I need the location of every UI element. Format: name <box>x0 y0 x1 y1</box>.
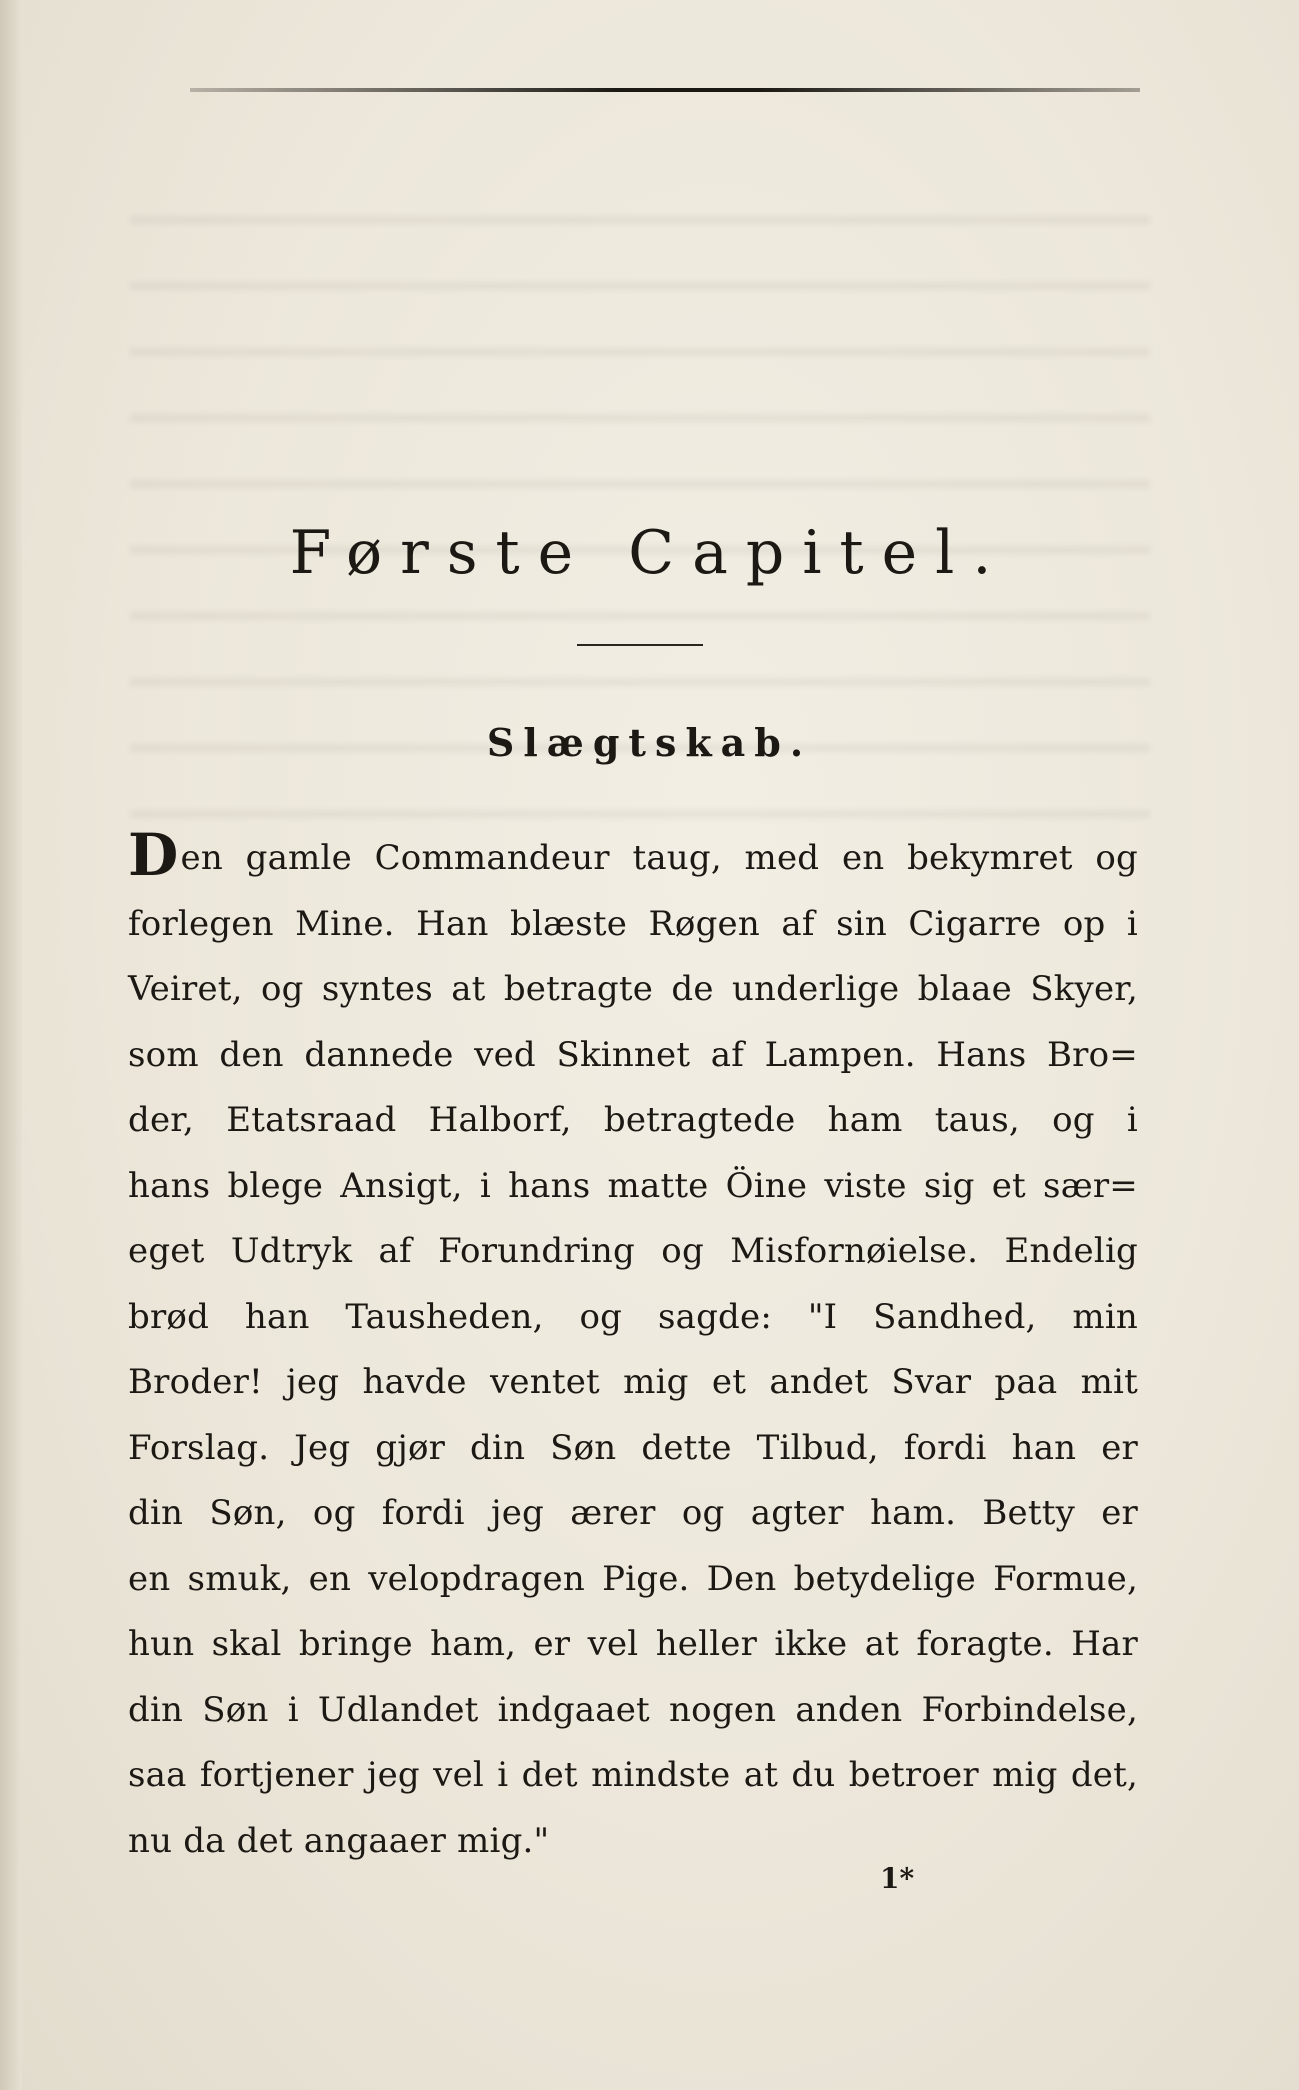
chapter-title: Første Capitel. <box>289 518 1010 588</box>
text-line: som den dannede ved Skinnet af Lampen. Hans Bro= <box>128 1034 1138 1075</box>
text-line: Forslag. Jeg gjør din Søn dette Tilbud, fordi han er <box>128 1427 1138 1468</box>
title-divider <box>577 644 703 646</box>
text-line: forlegen Mine. Han blæste Røgen af sin Cigarre op i <box>128 903 1138 944</box>
text-line: din Søn i Udlandet indgaaet nogen anden Forbindelse, <box>128 1689 1138 1730</box>
text-line: Broder! jeg havde ventet mig et andet Svar paa mit <box>128 1362 1138 1402</box>
section-title: Slægtskab. <box>486 720 813 765</box>
text-line: en smuk, en velopdragen Pige. Den betydelige Formue, <box>128 1558 1138 1599</box>
drop-cap: D <box>128 821 179 889</box>
top-rule <box>190 88 1140 92</box>
text-line: hans blege Ansigt, i hans matte Öine viste sig et sær= <box>128 1165 1138 1206</box>
text-line: der, Etatsraad Halborf, betragtede ham taus, og i <box>128 1100 1138 1140</box>
text-line: hun skal bringe ham, er vel heller ikke at foragte. Har <box>128 1624 1138 1664</box>
text-line: saa fortjener jeg vel i det mindste at du betroer mig det, <box>128 1755 1138 1795</box>
text-line: Veiret, og syntes at betragte de underlige blaae Skyer, <box>128 969 1138 1009</box>
text-line-last: nu da det angaaer mig." <box>128 1820 550 1861</box>
signature-mark: 1* <box>880 1862 915 1895</box>
text-line: eget Udtryk af Forundring og Misfornøielse. Endelig <box>128 1231 1138 1271</box>
body-text <box>128 821 1138 1874</box>
text-line: din Søn, og fordi jeg ærer og agter ham. Betty er <box>128 1493 1138 1533</box>
first-line-text: en gamle Commandeur taug, med en bekymret og <box>180 838 1138 878</box>
text-line: brød han Tausheden, og sagde: "I Sandhed, min <box>128 1296 1138 1337</box>
text-line <box>128 821 1138 892</box>
page-gutter-shadow <box>0 0 22 2090</box>
